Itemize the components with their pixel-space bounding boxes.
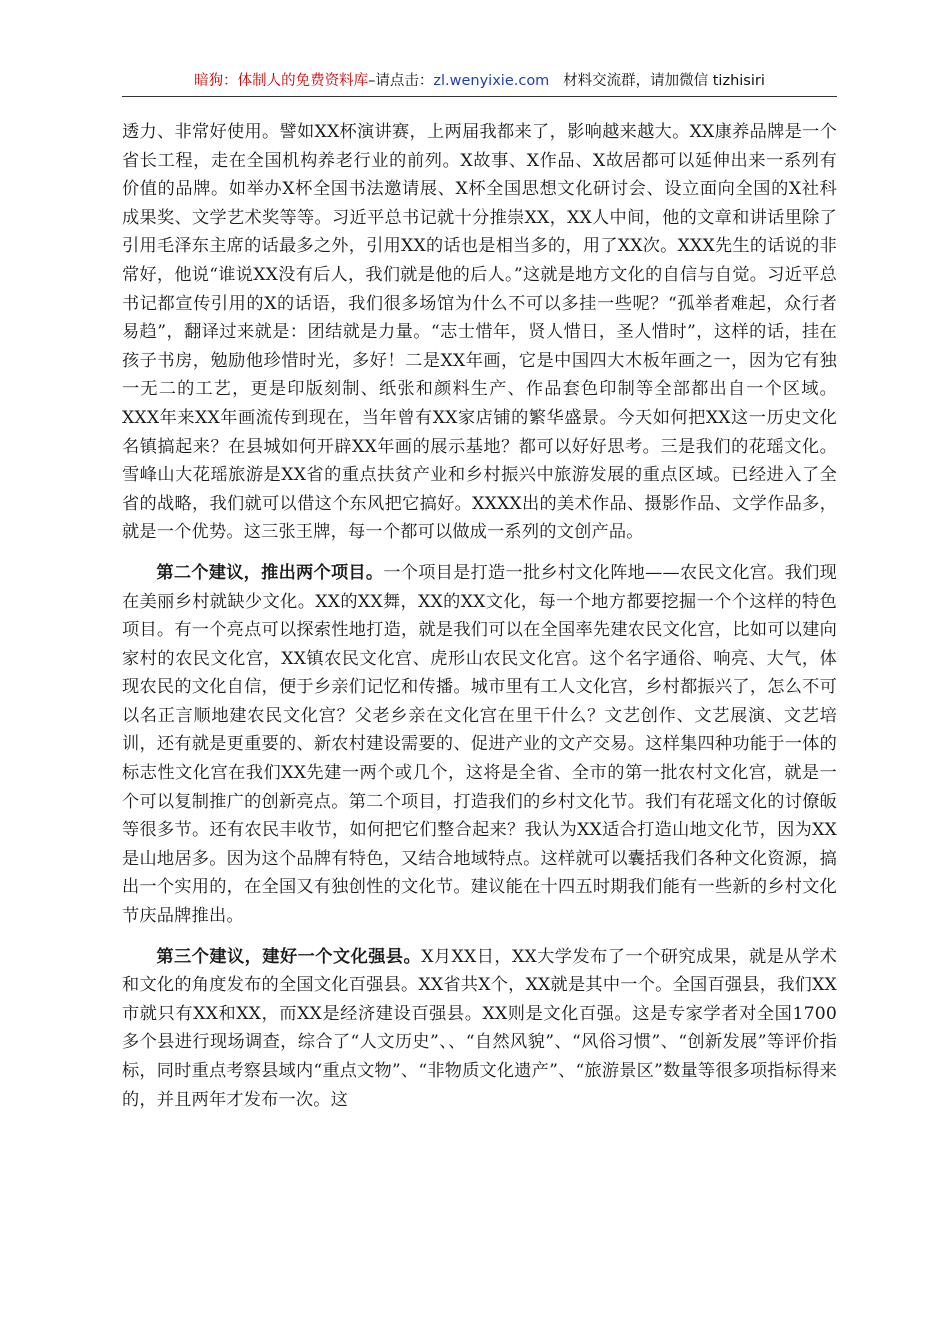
paragraph-suggestion-two <box>122 559 837 931</box>
paragraph-lead: 第二个建议，推出两个项目。 <box>156 562 384 583</box>
header-contact: 材料交流群，请加微信 tizhisiri <box>563 73 765 89</box>
paragraph-text: 透力、非常好使用。譬如XX杯演讲赛，上两届我都来了，影响越来越大。XX康养品牌是一个省长工程，走在全国机构养老行业的前列。X故事、X作品、X故居都可以延伸出来一系列有价值的品牌。如举办X杯全国书法邀请展、X杯全国思想文化研讨会、设立面向全国的X社科成果奖、文学艺术奖等等。习近平总书记就十分推崇XX，XX人中间，他的文章和讲话里除了引用毛泽东主席的话最多之外，引用XX的话也是相当多的，用了XX次。XXX先生的话说的非常好，他说“谁说XX没有后人，我们就是他的后人。”这就是地方文化的自信与自觉。习近平总书记都宣传引用的X的话语，我们很多场馆为什么不可以多挂一些呢？“孤举者难起，众行者易趋”，翻译过来就是：团结就是力量。“志士惜年，贤人惜日，圣人惜时”，这样的话，挂在孩子书房，勉励他珍惜时光，多好！二是XX年画，它是中国四大木板年画之一，因为它有独一无二的工艺，更是印版刻制、纸张和颜料生产、作品套色印制等全部都出自一个区域。XXX年来XX年画流传到现在，当年曾有XX家店铺的繁华盛景。今天如何把XX这一历史文化名镇搞起来？在县城如何开辟XX年画的展示基地？都可以好好思考。三是我们的花瑶文化。雪峰山大花瑶旅游是XX省的重点扶贫产业和乡村振兴中旅游发展的重点区域。已经进入了全省的战略，我们就可以借这个东风把它搞好。XXXX出的美术作品、摄影作品、文学作品多，就是一个优势。这三张王牌，每一个都可以做成一系列的文创产品。 <box>122 122 837 543</box>
paragraph-text: 一个项目是打造一批乡村文化阵地——农民文化宫。我们现在美丽乡村就缺少文化。XX的XX舞，XX的XX文化，每一个地方都要挖掘一个个这样的特色项目。有一个亮点可以探索性地打造，就是我们可以在全国率先建农民文化宫，比如可以建向家村的农民文化宫，XX镇农民文化宫、虎形山农民文化宫。这个名字通俗、响亮、大气，体现农民的文化自信，便于乡亲们记忆和传播。城市里有工人文化宫，乡村都振兴了，怎么不可以名正言顺地建农民文化宫？父老乡亲在文化宫在里干什么？文艺创作、文艺展演、文艺培训，还有就是更重要的、新农村建设需要的、促进产业的文产交易。这样集四种功能于一体的标志性文化宫在我们XX先建一两个或几个，这将是全省、全市的第一批农村文化宫，就是一个可以复制推广的创新亮点。第二个项目，打造我们的乡村文化节。我们有花瑶文化的讨僚皈等很多节。还有农民丰收节，如何把它们整合起来？我认为XX适合打造山地文化节，因为XX是山地居多。因为这个品牌有特色，又结合地域特点。这样就可以囊括我们各种文化资源，搞出一个实用的，在全国又有独创性的文化节。建议能在十四五时期我们能有一些新的乡村文化节庆品牌推出。 <box>122 562 838 927</box>
paragraph-continuation <box>122 118 837 547</box>
paragraph-suggestion-three <box>122 943 837 1115</box>
document-body <box>122 118 837 1126</box>
paragraph-lead: 第三个建议，建好一个文化强县。 <box>156 946 422 967</box>
header-site-name: 暗狗：体制人的免费资料库 <box>194 73 369 89</box>
page-header <box>122 72 837 97</box>
header-url-link[interactable]: zl.wenyixie.com <box>433 73 550 89</box>
header-click-label: –请点击： <box>368 73 434 89</box>
paragraph-text: X月XX日，XX大学发布了一个研究成果，就是从学术和文化的角度发布的全国文化百强县。XX省共X个，XX就是其中一个。全国百强县，我们XX市就只有XX和XX，而XX是经济建设百强县。XX则是文化百强。这是专家学者对全国1700多个县进行现场调查，综合了“人文历史”、、“自然风貌”、“风俗习惯”、“创新发展”等评价指标，同时重点考察县域内“重点文物”、“非物质文化遗产”、“旅游景区”数量等很多项指标得来的，并且两年才发布一次。这 <box>122 946 837 1110</box>
